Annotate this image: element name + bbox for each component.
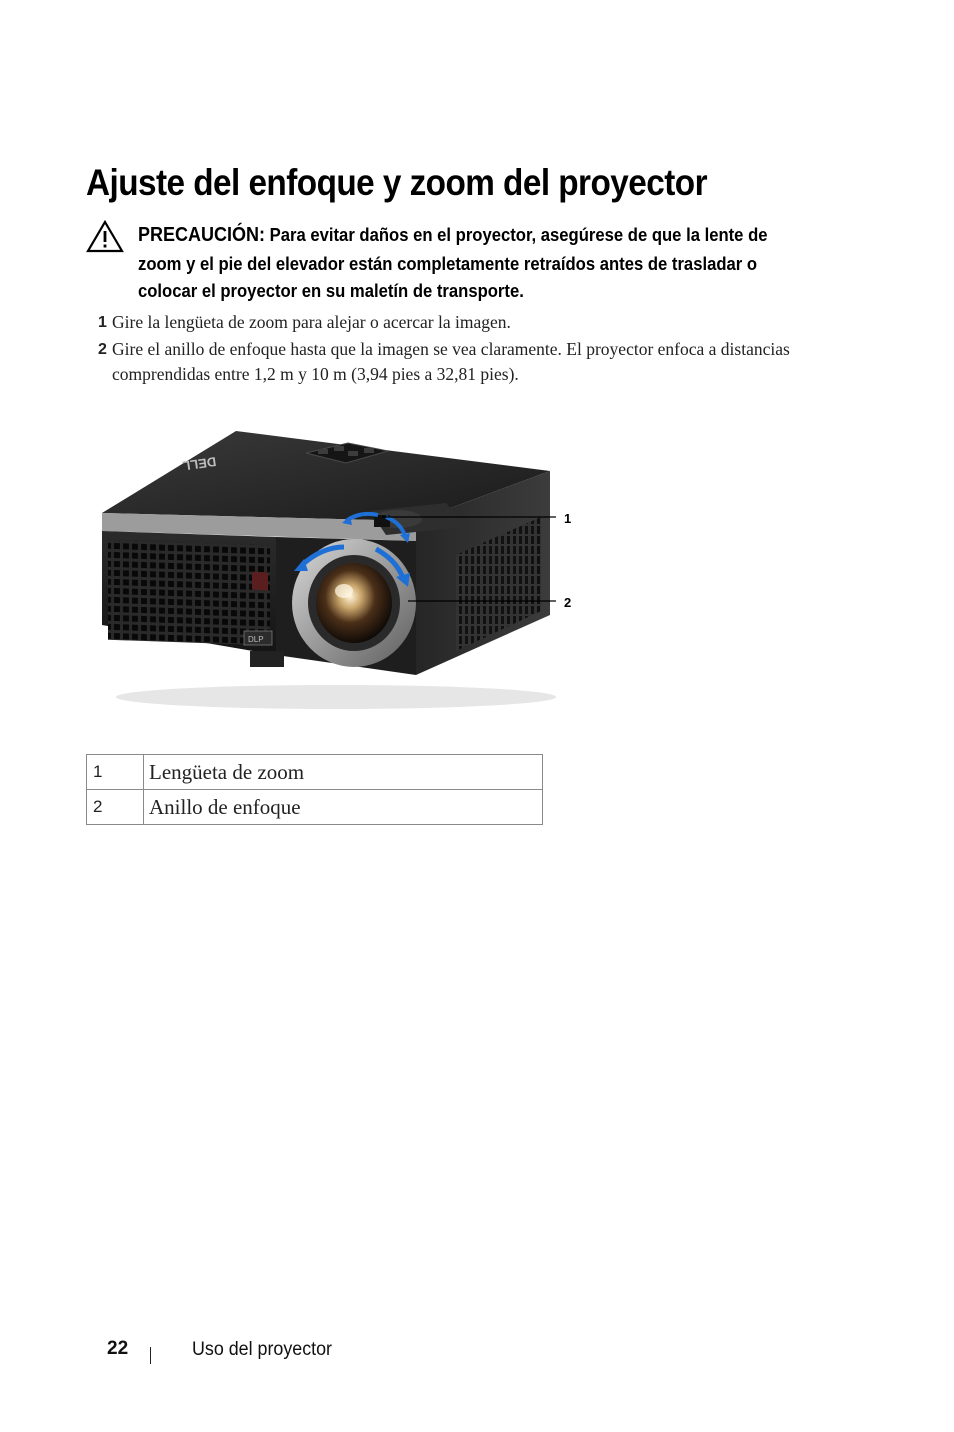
legend-label: Anillo de enfoque: [144, 790, 543, 825]
step-item: [98, 310, 798, 335]
steps-list: [98, 310, 798, 389]
caution-text: Para evitar daños en el proyector, asegúrese de que la lente de zoom y el pie del elevador están completamente retraídos antes de trasladar o colocar el proyector en su maletín de transporte.: [138, 224, 768, 301]
dlp-logo: DLP: [248, 635, 264, 644]
legend-table: [86, 754, 543, 825]
caution-note: [138, 221, 804, 305]
front-grille: [108, 540, 270, 646]
projector-lens: [316, 563, 392, 643]
callout-label-2: 2: [564, 595, 572, 610]
brand-logo: DELL: [181, 454, 218, 474]
step-number: 1: [98, 314, 107, 331]
warning-triangle-icon: [86, 220, 124, 253]
legend-number: 2: [87, 790, 144, 825]
page-title: Ajuste del enfoque y zoom del proyector: [86, 162, 707, 203]
table-row: [87, 790, 543, 825]
step-item: [98, 337, 798, 387]
page-number: 22: [107, 1338, 129, 1359]
step-text: Gire la lengüeta de zoom para alejar o acercar la imagen.: [112, 312, 511, 332]
page-footer: [107, 1338, 507, 1364]
table-row: [87, 755, 543, 790]
elevator-foot: [250, 651, 284, 667]
legend-number: 1: [87, 755, 144, 790]
callout-label-1: 1: [564, 511, 572, 526]
legend-label: Lengüeta de zoom: [144, 755, 543, 790]
projector-illustration: [86, 415, 596, 715]
footer-divider: [150, 1347, 151, 1364]
section-name: Uso del proyector: [192, 1339, 332, 1360]
step-text: Gire el anillo de enfoque hasta que la imagen se vea claramente. El proyector enfoca a distancias comprendidas entre 1,2 m y 10 m (3,94 pies a 32,81 pies).: [112, 339, 790, 384]
caution-label: PRECAUCIÓN:: [138, 224, 266, 246]
step-number: 2: [98, 341, 107, 358]
